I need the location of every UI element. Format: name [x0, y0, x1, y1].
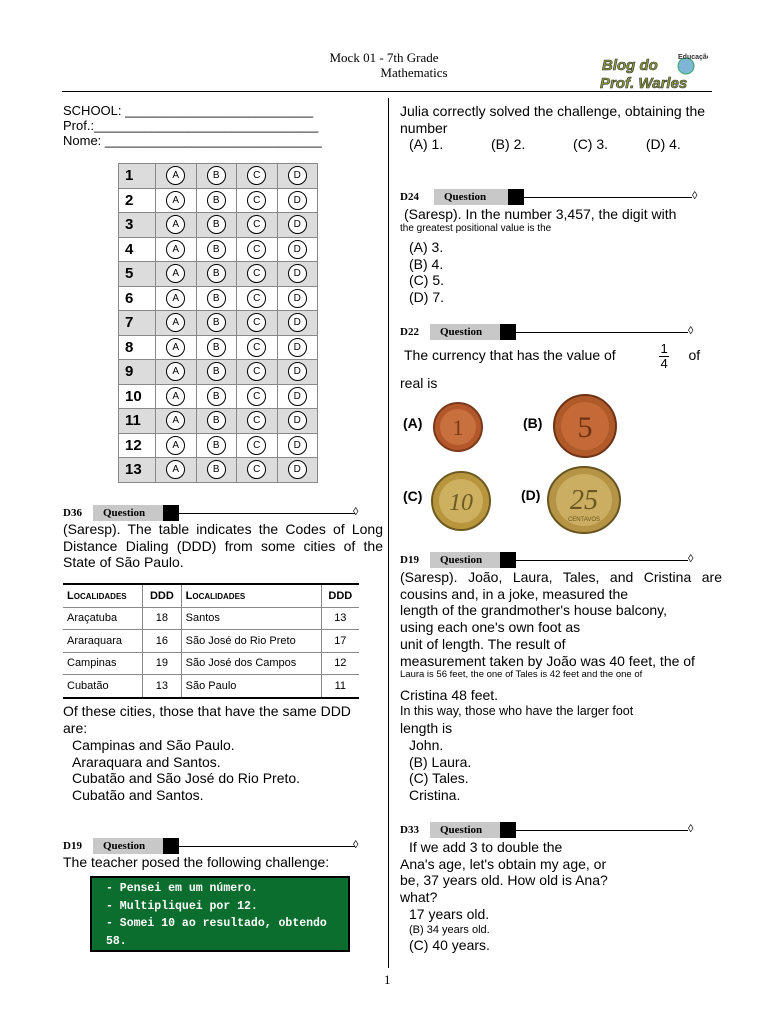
answer-bubble-d[interactable]: D: [288, 240, 307, 259]
answer-cell: [156, 384, 197, 409]
table-row: [63, 652, 359, 675]
answer-bubble-d[interactable]: D: [288, 289, 307, 308]
answer-bubble-c[interactable]: C: [247, 191, 266, 210]
answer-bubble-c[interactable]: C: [247, 289, 266, 308]
question-number-block: [500, 324, 516, 340]
answer-bubble-a[interactable]: A: [166, 191, 185, 210]
option-a: 17 years old.: [409, 906, 490, 922]
question-rule: [179, 513, 355, 514]
answer-cell: [277, 384, 318, 409]
answer-cell: [156, 164, 197, 189]
answer-cell: [196, 335, 237, 360]
answer-bubble-b[interactable]: B: [207, 313, 226, 332]
challenge-line: - Somei 10 ao resultado, obtendo 58.: [106, 917, 327, 948]
answer-bubble-a[interactable]: A: [166, 240, 185, 259]
answer-cell: [277, 213, 318, 238]
question-number-block: [163, 838, 179, 854]
question-label: Question: [430, 324, 500, 340]
answer-grid-row: [119, 262, 318, 287]
coin-label: (A): [403, 415, 423, 431]
coin-c: [430, 470, 492, 537]
question-rule: [516, 332, 688, 333]
page-number: 1: [384, 972, 391, 987]
answer-bubble-b[interactable]: B: [207, 264, 226, 283]
question-text: The teacher posed the following challenge:: [63, 854, 330, 870]
option-b: Araraquara and Santos.: [72, 753, 221, 770]
option-b: (B) Laura.: [409, 753, 472, 770]
answer-bubble-b[interactable]: B: [207, 166, 226, 185]
answer-cell: [156, 409, 197, 434]
table-cell: 12: [321, 652, 359, 675]
question-number-block: [508, 189, 524, 205]
table-row: [63, 607, 359, 630]
question-bar-d19-right: [400, 552, 700, 568]
answer-bubble-b[interactable]: B: [207, 215, 226, 234]
coin-value: 5: [577, 411, 593, 444]
answer-bubble-b[interactable]: B: [207, 460, 226, 479]
diamond-icon: ◊: [353, 506, 359, 518]
answer-bubble-a[interactable]: A: [166, 411, 185, 430]
header-rule: [62, 91, 712, 92]
answer-bubble-b[interactable]: B: [207, 338, 226, 357]
answer-cell: [277, 409, 318, 434]
answer-bubble-b[interactable]: B: [207, 411, 226, 430]
question-number: 8: [119, 335, 156, 360]
answer-grid-row: [119, 237, 318, 262]
question-number: 4: [119, 237, 156, 262]
answer-bubble-b[interactable]: B: [207, 191, 226, 210]
answer-cell: [277, 360, 318, 385]
coin-value: 10: [449, 490, 473, 516]
answer-bubble-c[interactable]: C: [247, 338, 266, 357]
coin-a: [431, 400, 485, 459]
table-cell: Campinas: [63, 652, 143, 675]
answer-cell: [237, 311, 278, 336]
answer-bubble-d[interactable]: D: [288, 460, 307, 479]
question-code: D19: [63, 840, 82, 852]
question-text: (Saresp). In the number 3,457, the digit with: [404, 206, 677, 222]
answer-cell: [277, 458, 318, 483]
question-text: Cristina 48 feet.: [400, 687, 499, 703]
table-header: Localidades: [181, 584, 321, 607]
challenge-line: - Pensei em um número.: [106, 882, 258, 895]
answer-cell: [196, 262, 237, 287]
answer-bubble-d[interactable]: D: [288, 338, 307, 357]
answer-cell: [237, 458, 278, 483]
answer-cell: [277, 237, 318, 262]
question-number-block: [500, 822, 516, 838]
answer-cell: [237, 237, 278, 262]
answer-grid-row: [119, 384, 318, 409]
question-line: Ana's age, let's obtain my age, or: [400, 855, 607, 872]
option-a: (A) 1.: [409, 136, 444, 152]
answer-bubble-c[interactable]: C: [247, 436, 266, 455]
question-rule: [179, 846, 355, 847]
answer-options: [409, 906, 490, 953]
question-number: 7: [119, 311, 156, 336]
diamond-icon: ◊: [688, 553, 694, 565]
question-number: 11: [119, 409, 156, 434]
question-line: be, 37 years old. How old is Ana?: [400, 872, 608, 888]
answer-cell: [277, 335, 318, 360]
answer-bubble-b[interactable]: B: [207, 289, 226, 308]
student-fields: [63, 103, 322, 148]
answer-options: [409, 737, 471, 803]
diamond-icon: ◊: [353, 839, 359, 851]
question-number: 13: [119, 458, 156, 483]
option-c: (C) 5.: [409, 272, 444, 288]
fraction-denominator: 4: [660, 356, 668, 371]
question-label: Question: [430, 822, 500, 838]
option-d: Cubatão and Santos.: [72, 786, 204, 803]
question-text: length is: [400, 720, 453, 736]
school-field: SCHOOL: __________________________: [63, 103, 314, 118]
table-header: DDD: [143, 584, 181, 607]
logo-line2: Prof. Warles: [600, 75, 688, 92]
question-code: D24: [400, 191, 419, 203]
coin-b: [552, 393, 618, 464]
answer-bubble-d[interactable]: D: [288, 215, 307, 234]
table-cell: São Paulo: [181, 675, 321, 698]
option-a: John.: [409, 737, 444, 753]
column-divider: [388, 98, 389, 968]
question-text: In this way, those who have the larger foot: [400, 704, 634, 718]
answer-bubble-c[interactable]: C: [247, 362, 266, 381]
question-text: the greatest positional value is the: [400, 223, 552, 234]
question-code: D33: [400, 824, 419, 836]
answer-cell: [196, 384, 237, 409]
answer-options: [72, 737, 300, 803]
answer-bubble-a[interactable]: A: [166, 166, 185, 185]
table-row: [63, 630, 359, 653]
ddd-table: [63, 583, 359, 699]
answer-bubble-c[interactable]: C: [247, 313, 266, 332]
table-header: DDD: [321, 584, 359, 607]
coin-label: (D): [521, 487, 541, 503]
answer-cell: [156, 433, 197, 458]
answer-bubble-b[interactable]: B: [207, 436, 226, 455]
question-number: 5: [119, 262, 156, 287]
question-text: The currency that has the value of: [404, 347, 616, 364]
answer-bubble-d[interactable]: D: [288, 313, 307, 332]
fraction-numerator: 1: [660, 341, 668, 356]
answer-cell: [237, 335, 278, 360]
answer-bubble-d[interactable]: D: [288, 411, 307, 430]
answer-cell: [156, 458, 197, 483]
question-text: length of the grandmother's house balcony,: [400, 602, 668, 618]
question-code: D22: [400, 326, 419, 338]
prof-field: Prof.:_______________________________: [63, 118, 319, 133]
header-title: Mock 01 - 7th Grade: [329, 50, 439, 65]
question-label: Question: [93, 505, 163, 521]
answer-cell: [156, 335, 197, 360]
question-text: (Saresp). João, Laura, Tales, and Cristina are cousins and, in a joke, measured the: [400, 569, 722, 602]
coin-value: 1: [452, 415, 464, 440]
answer-bubble-c[interactable]: C: [247, 387, 266, 406]
question-label: Question: [430, 552, 500, 568]
question-line: what?: [400, 888, 438, 905]
answer-bubble-b[interactable]: B: [207, 387, 226, 406]
answer-bubble-c[interactable]: C: [247, 240, 266, 259]
table-cell: 18: [143, 607, 181, 630]
answer-bubble-a[interactable]: A: [166, 387, 185, 406]
question-number-block: [163, 505, 179, 521]
answer-options: [409, 239, 444, 305]
answer-cell: [237, 188, 278, 213]
question-code: D19: [400, 554, 419, 566]
fraction: [659, 342, 668, 371]
question-number: 9: [119, 360, 156, 385]
question-prompt: Of these cities, those that have the same DDD are:: [63, 703, 351, 736]
table-cell: 19: [143, 652, 181, 675]
table-cell: 17: [321, 630, 359, 653]
question-text: of: [688, 347, 701, 364]
coin-label: (C): [403, 488, 423, 504]
question-bar-d33: [400, 822, 700, 838]
table-row: [63, 675, 359, 698]
question-rule: [516, 830, 688, 831]
answer-bubble-d[interactable]: D: [288, 264, 307, 283]
question-line: If we add 3 to double the: [409, 839, 563, 855]
answer-cell: [156, 311, 197, 336]
question-rule: [524, 197, 692, 198]
answer-grid-row: [119, 213, 318, 238]
option-c: Cubatão and São José do Rio Preto.: [72, 770, 301, 786]
answer-bubble-a[interactable]: A: [166, 362, 185, 381]
answer-bubble-a[interactable]: A: [166, 460, 185, 479]
answer-cell: [196, 360, 237, 385]
option-c: (C) Tales.: [409, 770, 469, 786]
challenge-line: - Em qual número eu pensei?: [106, 952, 293, 965]
logo-arc: Educação: [678, 54, 708, 61]
question-number-block: [500, 552, 516, 568]
answer-bubble-b[interactable]: B: [207, 240, 226, 259]
table-header: Localidades: [63, 584, 143, 607]
question-number: 10: [119, 384, 156, 409]
diamond-icon: ◊: [688, 325, 694, 337]
question-text-block: [400, 839, 720, 905]
option-d: (D) 4.: [645, 136, 681, 152]
question-text: real is: [400, 375, 438, 391]
question-code: D36: [63, 507, 82, 519]
question-text: measurement taken by João was 40 feet, the of: [400, 653, 695, 669]
answer-grid-row: [119, 188, 318, 213]
answer-bubble-a[interactable]: A: [166, 215, 185, 234]
answer-bubble-a[interactable]: A: [166, 436, 185, 455]
coin-label: (B): [523, 415, 543, 431]
question-number: 3: [119, 213, 156, 238]
logo-line1: Blog do: [602, 57, 658, 74]
answer-cell: [277, 164, 318, 189]
answer-cell: [237, 213, 278, 238]
answer-bubble-a[interactable]: A: [166, 313, 185, 332]
answer-grid: [118, 163, 318, 483]
challenge-line: - Multipliquei por 12.: [106, 899, 258, 913]
answer-grid-row: [119, 433, 318, 458]
answer-bubble-c[interactable]: C: [247, 166, 266, 185]
answer-options: [409, 136, 709, 153]
answer-bubble-d[interactable]: D: [288, 436, 307, 455]
answer-cell: [196, 286, 237, 311]
question-number: 6: [119, 286, 156, 311]
coin-value: 25: [570, 485, 598, 516]
challenge-box: [90, 876, 350, 965]
coin-d: [546, 465, 622, 540]
answer-cell: [156, 213, 197, 238]
table-cell: São José do Rio Preto: [181, 630, 321, 653]
answer-bubble-a[interactable]: A: [166, 289, 185, 308]
table-cell: Cubatão: [63, 675, 143, 698]
answer-cell: [196, 213, 237, 238]
option-b: (B) 2.: [491, 136, 526, 152]
answer-cell: [237, 360, 278, 385]
diamond-icon: ◊: [688, 823, 694, 835]
answer-grid-row: [119, 286, 318, 311]
answer-cell: [196, 311, 237, 336]
question-number: 2: [119, 188, 156, 213]
answer-cell: [277, 286, 318, 311]
answer-cell: [237, 384, 278, 409]
answer-cell: [196, 164, 237, 189]
question-number: 12: [119, 433, 156, 458]
question-bar-d24: [400, 189, 700, 205]
question-rule: [516, 560, 688, 561]
answer-grid-row: [119, 360, 318, 385]
answer-cell: [196, 458, 237, 483]
table-cell: Araraquara: [63, 630, 143, 653]
answer-grid-row: [119, 409, 318, 434]
answer-cell: [277, 311, 318, 336]
answer-cell: [196, 188, 237, 213]
diamond-icon: ◊: [692, 190, 698, 202]
table-cell: 16: [143, 630, 181, 653]
option-c: (C) 3.: [573, 136, 609, 152]
option-a: (A) 3.: [409, 239, 444, 255]
question-text: Laura is 56 feet, the one of Tales is 42 feet and the one of: [400, 669, 643, 680]
question-label: Question: [93, 838, 163, 854]
answer-bubble-d[interactable]: D: [288, 387, 307, 406]
answer-bubble-c[interactable]: C: [247, 460, 266, 479]
answer-bubble-a[interactable]: A: [166, 338, 185, 357]
table-cell: 13: [143, 675, 181, 698]
answer-bubble-c[interactable]: C: [247, 215, 266, 234]
answer-cell: [277, 188, 318, 213]
answer-cell: [237, 433, 278, 458]
answer-bubble-b[interactable]: B: [207, 362, 226, 381]
answer-cell: [277, 262, 318, 287]
answer-cell: [277, 433, 318, 458]
answer-grid-row: [119, 458, 318, 483]
table-cell: São José dos Campos: [181, 652, 321, 675]
answer-cell: [156, 286, 197, 311]
answer-cell: [156, 262, 197, 287]
question-bar-d22: [400, 324, 700, 340]
answer-grid-row: [119, 164, 318, 189]
option-a: Campinas and São Paulo.: [72, 737, 235, 753]
answer-cell: [237, 286, 278, 311]
answer-bubble-c[interactable]: C: [247, 411, 266, 430]
answer-grid-row: [119, 335, 318, 360]
table-cell: 11: [321, 675, 359, 698]
answer-bubble-d[interactable]: D: [288, 166, 307, 185]
answer-bubble-a[interactable]: A: [166, 264, 185, 283]
option-b: (B) 34 years old.: [409, 923, 490, 936]
answer-cell: [156, 360, 197, 385]
option-d: (D) 7.: [409, 288, 444, 305]
question-text: using each one's own foot as: [400, 619, 581, 635]
answer-cell: [196, 409, 237, 434]
question-text: (Saresp). The table indicates the Codes of Long Distance Dialing (DDD) from some cities of the State of São Paulo.: [63, 521, 383, 570]
coin-text: CENTAVOS: [567, 517, 601, 523]
option-b: (B) 4.: [409, 255, 444, 272]
question-bar-d19: [63, 838, 363, 854]
answer-cell: [156, 188, 197, 213]
answer-cell: [237, 409, 278, 434]
answer-cell: [196, 433, 237, 458]
answer-bubble-c[interactable]: C: [247, 264, 266, 283]
question-text: Julia correctly solved the challenge, obtaining the number: [400, 103, 706, 136]
answer-cell: [237, 164, 278, 189]
question-number: 1: [119, 164, 156, 189]
answer-bubble-d[interactable]: D: [288, 362, 307, 381]
answer-grid-row: [119, 311, 318, 336]
question-label: Question: [434, 189, 510, 205]
answer-cell: [237, 262, 278, 287]
table-cell: 13: [321, 607, 359, 630]
table-cell: Araçatuba: [63, 607, 143, 630]
answer-bubble-d[interactable]: D: [288, 191, 307, 210]
table-header-row: [63, 584, 359, 607]
blog-logo: [598, 52, 708, 92]
option-d: Cristina.: [409, 786, 461, 803]
header-subject: Mathematics: [380, 65, 448, 80]
answer-cell: [196, 237, 237, 262]
name-field: Nome: ______________________________: [63, 133, 322, 148]
option-c: (C) 40 years.: [409, 936, 490, 953]
question-bar-d36: [63, 505, 363, 521]
answer-cell: [156, 237, 197, 262]
question-text: unit of length. The result of: [400, 636, 566, 652]
table-cell: Santos: [181, 607, 321, 630]
question-text-row: [404, 342, 714, 371]
